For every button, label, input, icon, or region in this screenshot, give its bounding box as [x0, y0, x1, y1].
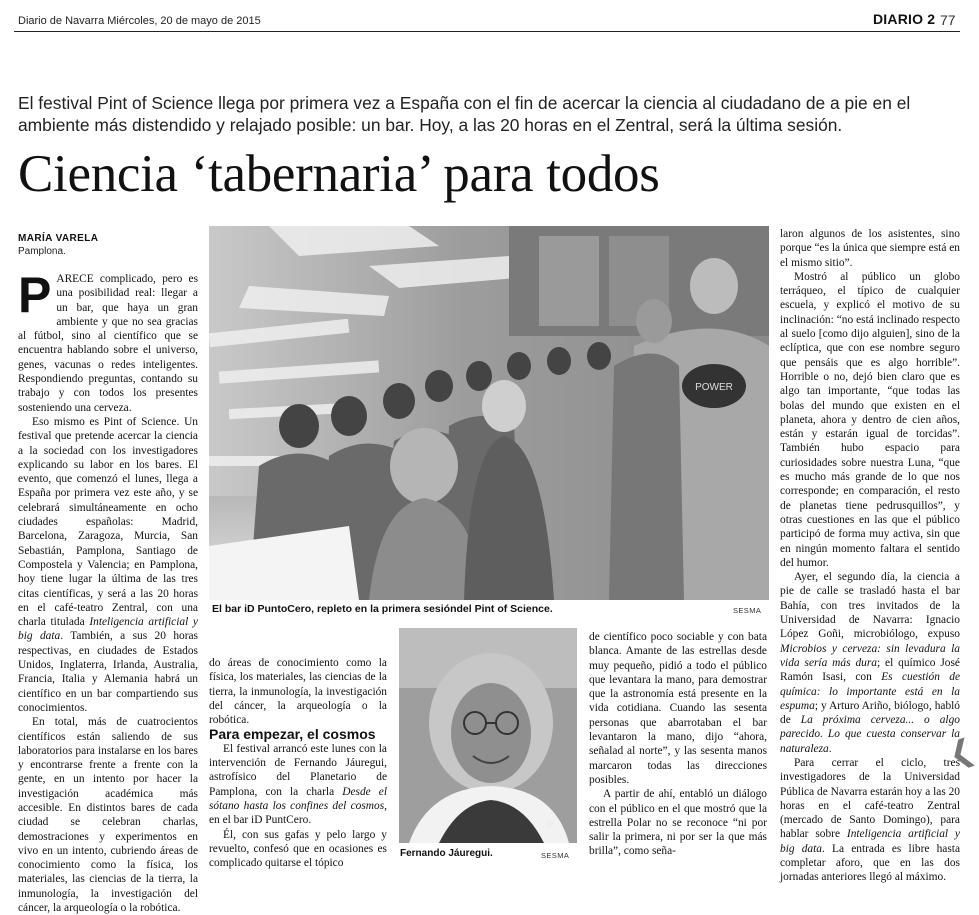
article-column-4	[780, 227, 961, 884]
bar-audience-photo	[209, 226, 769, 600]
article-paragraph: En total, más de cuatrocientos científicos están saliendo de sus laboratorios para instalarse en los bares y encontrarse frente a frente con la gente, en un intento por hacer la investigación académica más accesible. En distintos bares de cada ciudad se celebran charlas, demostraciones y experimentos en vivo en un intento, cubriendo áreas de conocimiento como la física, los materiales, las ciencias de la tierra, la inmunología, la investigación del cáncer, la arqueología o la robótica.	[18, 716, 198, 915]
portrait-photo	[399, 628, 577, 843]
article-column-2	[209, 656, 387, 870]
author-byline: MARÍA VARELA	[18, 233, 99, 244]
drop-cap: P	[18, 267, 52, 323]
article-subhead: El festival Pint of Science llega por primera vez a España con el fin de acercar la ciencia al ciudadano de a pie en el ambiente más distendido y relajado posible: un bar. Hoy, a las 20 horas en el Zentral, será la última sesión.	[18, 93, 911, 135]
article-paragraph: PARECE complicado, pero es una posibilidad real: llegar a un bar, que haya un gran ambiente y que no sea gracias al fútbol, sino al científico que se encuentra hablando sobre el universo, genes, vacunas o redes inteligentes. Respondiendo preguntas, contando su trabajo y con todos los presentes sosteniendo una cerveza.	[18, 267, 198, 414]
dateline-place: Pamplona.	[18, 246, 66, 257]
article-paragraph: El festival arrancó este lunes con la intervención de Fernando Jáuregui, astrofísico del Planetario de Pamplona, con la charla Desde el sótano hasta los confines del cosmos, en el bar iD PuntCero.	[209, 742, 387, 827]
tshirt-logo-text: POWER	[695, 382, 733, 393]
article-paragraph: laron algunos de los asistentes, sino porque “es la única que siempre está en el mismo sitio”.	[780, 228, 960, 269]
newspaper-dateline: Diario de Navarra Miércoles, 20 de mayo de 2015	[18, 15, 261, 27]
article-paragraph: Eso mismo es Pint of Science. Un festival que pretende acercar la ciencia a la sociedad con los investigadores explicando su labor en los bares. El evento, que comenzó el lunes, llega a España por primera vez este año, y se celebrará simultáneamente en ocho ciudades españolas: Madrid, Barcelona, Zaragoza, Murcia, San Sebastián, Pamplona, Santiago de Compostela y Valencia; en Pamplona, hoy tiene lugar la última de las tres citas científicas, y será a las 20 horas en el café-teatro Zentral, con una charla titulada Inteligencia artificial y big data. También, a sus 20 horas respectivas, en ciudades de Estados Unidos, Inglaterra, Irlanda, Australia, Francia, Italia y Alemania habrá un científico en un bar compartiendo sus conocimientos.	[18, 415, 198, 714]
section-name: DIARIO 2	[873, 11, 936, 27]
header-rule	[14, 31, 960, 32]
page-number: 77	[940, 12, 956, 28]
article-paragraph: Mostró al público un globo terráqueo, el típico de cualquier escuela, y explicó el motivo de su inclinación: “no está inclinado respecto al suelo [como dijo alguien], sino de la eclíptica, que con ese nombre seguro que pensáis que es algo horrible”. Horrible o no, dejó bien claro que es algo tan importante, “que todas las bolas del mundo que existen en el planeta, ahora y dentro de cien años, están y estarán igual de torcidas”. También hubo espacio para curiosidades sobre nuestra Luna, “que es mucho más grande de lo que nos corresponde; en comparación, el resto de planetas tiene pedrusquillos”, y otras cuestiones en las que el público participó de forma muy activa, sin que en ningún momento faltara el sentido del humor.	[780, 270, 960, 569]
article-paragraph: Ayer, el segundo día, la ciencia a pie de calle se trasladó hasta el bar Bahía, con tres invitados de la Universidad de Navarra: Ignacio López Goñi, microbiólogo, expuso Microbios y cerveza: sin levadura la vida sería más dura; el químico José Ramón Isasi, con Es cuestión de química: lo importante está en la espuma; y Arturo Ariño, biólogo, habló de La próxima cerveza... o algo parecido. Lo que cuesta conservar la naturaleza.	[780, 571, 961, 755]
article-column-3	[589, 630, 767, 866]
portrait-caption: Fernando Jáuregui.	[400, 848, 493, 859]
main-photo-caption: El bar iD PuntoCero, repleto en la primera sesióndel Pint of Science.	[212, 603, 553, 615]
article-paragraph: Él, con sus gafas y pelo largo y revuelto, confesó que en ocasiones es complicado quitarse el tópico	[209, 828, 387, 870]
portrait-credit: SESMA	[541, 851, 570, 860]
main-photo-credit: SESMA	[733, 606, 762, 615]
article-paragraph: de científico poco sociable y con bata blanca. Amante de las estrellas desde muy pequeño, pidió a todo el público que levantara la mano, para demostrar que la astronomía está presente en la vida cotidiana. Cuando las sesenta personas que abarrotaban el bar levantaron la mano, dijo “ahora, señalad al norte”, y las sesenta manos marcaron todas las direcciones posibles.	[589, 631, 767, 786]
article-paragraph: A partir de ahí, entabló un diálogo con el público en el que mostró que la estrella Polar no se reconoce “ni por salir la primera, ni por ser la que más brilla”, como seña-	[589, 788, 767, 858]
article-column-1	[18, 267, 198, 915]
section-subtitle: Para empezar, el cosmos	[209, 726, 376, 743]
article-paragraph: Para cerrar el ciclo, tres investigadores de la Universidad Pública de Navarra estarán hoy a las 20 horas en el café-teatro Zentral (mercado de Santo Domingo), para hablar sobre Inteligencia artificial y big data. La entrada es libre hasta completar aforo, que en las dos jornadas anteriores llegó al máximo.	[780, 756, 960, 884]
portrait-image	[399, 628, 577, 843]
article-paragraph: do áreas de conocimiento como la física, los materiales, las ciencias de la tierra, la inmunología, la investigación del cáncer, la arqueología o la robótica.	[209, 657, 387, 727]
margin-arrow-mark: ❮	[944, 732, 979, 773]
article-headline: Ciencia ‘tabernaria’ para todos	[18, 145, 660, 203]
bar-audience-image	[209, 226, 769, 600]
